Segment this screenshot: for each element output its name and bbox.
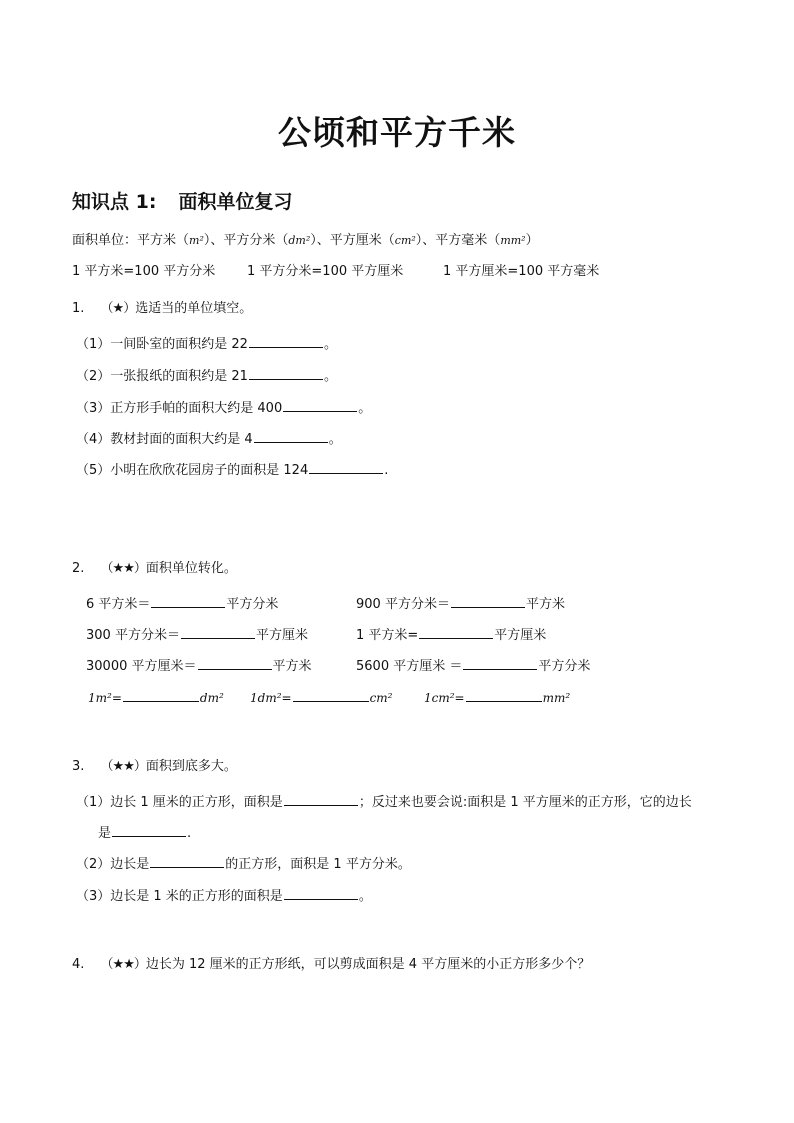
page-title: 公顷和平方千米 (278, 113, 516, 152)
conversion-3: 1 平方厘米=100 平方毫米 (443, 264, 600, 279)
section-name: 面积单位复习 (178, 191, 293, 213)
answer-blank[interactable] (466, 688, 542, 702)
q2-unit-3: 1cm²= mm² (424, 688, 570, 705)
q1-item-1: （1）一间卧室的面积约是 22 。 (76, 333, 337, 352)
answer-blank[interactable] (254, 429, 328, 443)
question-2-header (72, 557, 237, 576)
answer-blank[interactable] (151, 594, 225, 608)
section-label: 知识点 1: (72, 191, 157, 213)
answer-blank[interactable] (309, 460, 383, 474)
q1-item-4: （4）教材封面的面积大约是 4 。 (76, 428, 342, 447)
question-1-header (72, 297, 252, 316)
answer-blank[interactable] (249, 334, 323, 348)
q1-item-3: （3）正方形手帕的面积大约是 400 。 (76, 397, 371, 416)
unit-m2: m² (189, 234, 204, 247)
conversion-1: 1 平方米=100 平方分米 (72, 264, 216, 279)
section-heading (72, 187, 292, 214)
q3-item-1-continued: 是 . (98, 822, 191, 841)
answer-blank[interactable] (112, 823, 186, 837)
q2-row-3-b: 5600 平方厘米 ＝ 平方分米 (356, 655, 590, 674)
unit-dm2: dm² (288, 234, 311, 247)
difficulty-stars: （★★） (100, 759, 146, 774)
question-prompt: 边长为 12 厘米的正方形纸，可以剪成面积是 4 平方厘米的小正方形多少个？ (145, 957, 591, 972)
question-prompt: 面积到底多大。 (145, 759, 237, 774)
question-number: 1. (72, 301, 85, 316)
q3-item-2: （2）边长是 的正方形，面积是 1 平方分米。 (76, 853, 411, 872)
answer-blank[interactable] (198, 656, 272, 670)
q2-unit-1: 1m²= dm² (88, 688, 224, 705)
difficulty-stars: （★★） (100, 561, 146, 576)
question-3-header (72, 755, 237, 774)
answer-blank[interactable] (150, 854, 224, 868)
q3-item-1: （1）边长 1 厘米的正方形，面积是 ；反过来也要会说:面积是 1 平方厘米的正方形，它的边长 (76, 791, 692, 810)
difficulty-stars: （★★） (100, 957, 146, 972)
q2-unit-2: 1dm²= cm² (250, 688, 392, 705)
answer-blank[interactable] (249, 366, 323, 380)
answer-blank[interactable] (123, 688, 199, 702)
question-prompt: 选适当的单位填空。 (135, 301, 253, 316)
question-prompt: 面积单位转化。 (145, 561, 237, 576)
question-number: 4. (72, 957, 85, 972)
answer-blank[interactable] (181, 625, 255, 639)
answer-blank[interactable] (284, 792, 358, 806)
q1-item-5: （5）小明在欣欣花园房子的面积是 124 . (76, 459, 388, 478)
difficulty-stars: （★） (100, 301, 136, 316)
question-number: 2. (72, 561, 85, 576)
unit-mm2: mm² (500, 234, 526, 247)
q2-row-3-a: 30000 平方厘米＝ 平方米 (86, 655, 312, 674)
q2-row-2-a: 300 平方分米＝ 平方厘米 (86, 624, 308, 643)
answer-blank[interactable] (463, 656, 537, 670)
q2-row-1-a: 6 平方米＝ 平方分米 (86, 593, 278, 612)
question-4 (72, 953, 590, 972)
q3-item-3: （3）边长是 1 米的正方形的面积是 。 (76, 885, 372, 904)
question-number: 3. (72, 759, 85, 774)
answer-blank[interactable] (419, 625, 493, 639)
answer-blank[interactable] (293, 688, 369, 702)
answer-blank[interactable] (451, 594, 525, 608)
q1-item-2: （2）一张报纸的面积约是 21 。 (76, 365, 337, 384)
q2-row-1-b: 900 平方分米＝ 平方米 (356, 593, 565, 612)
answer-blank[interactable] (283, 398, 357, 412)
conversion-2: 1 平方分米=100 平方厘米 (247, 264, 404, 279)
unit-cm2: cm² (394, 234, 416, 247)
answer-blank[interactable] (284, 886, 358, 900)
q2-row-2-b: 1 平方米= 平方厘米 (356, 624, 546, 643)
units-line: 面积单位：平方米（m²）、平方分米（dm²）、平方厘米（cm²）、平方毫米（mm²） (72, 233, 539, 248)
